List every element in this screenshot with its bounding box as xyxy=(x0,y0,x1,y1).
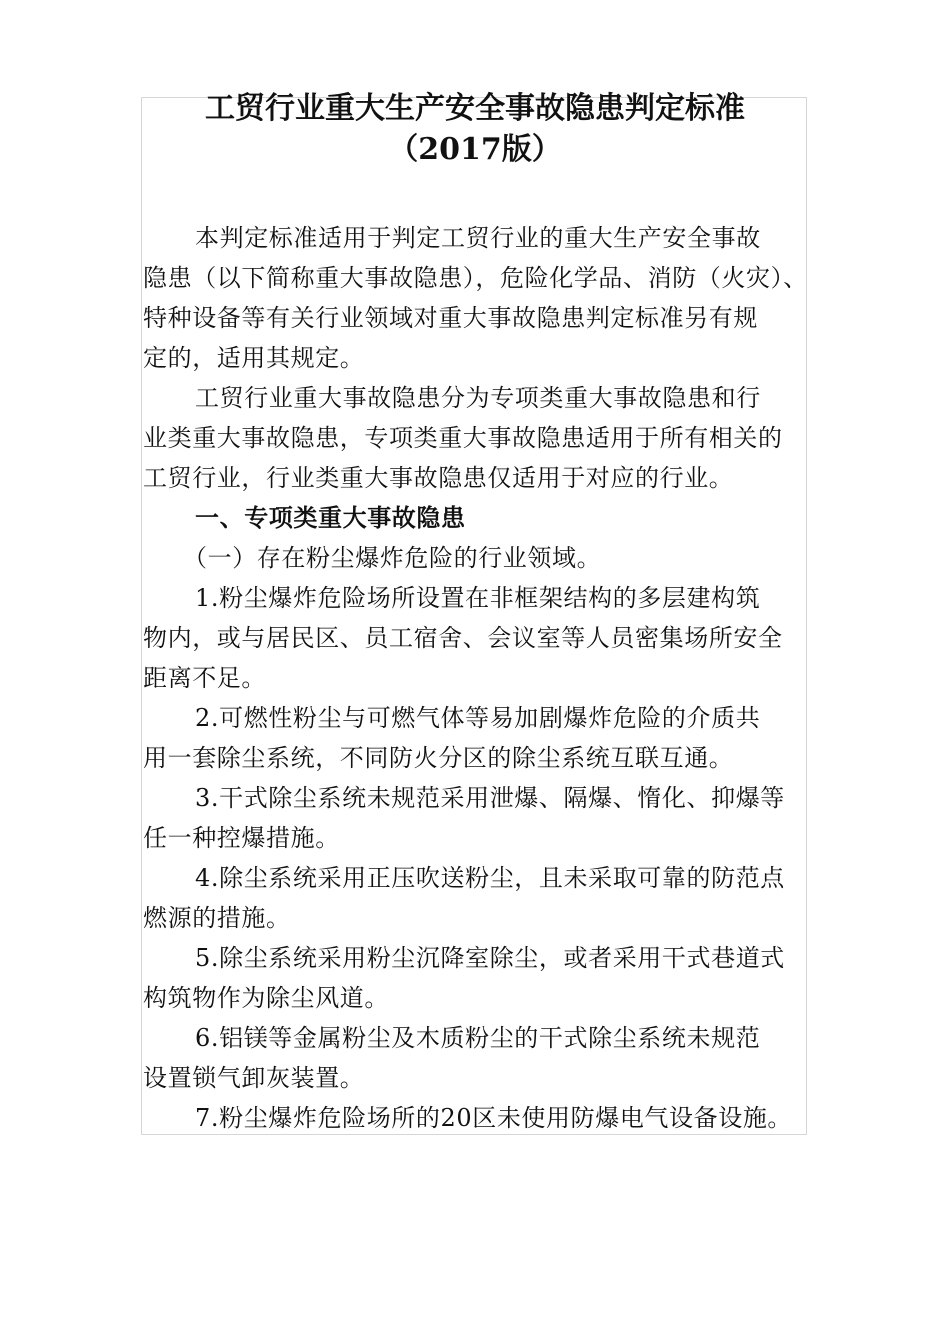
document-title: 工贸行业重大生产安全事故隐患判定标准 xyxy=(205,91,745,126)
paragraph-classification xyxy=(143,378,807,498)
section-heading-text: 一、专项类重大事故隐患 xyxy=(195,503,466,532)
paragraph-scope xyxy=(143,218,807,378)
paragraph-line: 物内，或与居民区、员工宿舍、会议室等人员密集场所安全 xyxy=(143,624,783,652)
paragraph-line: 任一种控爆措施。 xyxy=(143,824,340,852)
paragraph-line: 1.粉尘爆炸危险场所设置在非框架结构的多层建构筑 xyxy=(195,584,761,612)
paragraph-line: 距离不足。 xyxy=(143,664,266,692)
paragraph-line: 3.干式除尘系统未规范采用泄爆、隔爆、惰化、抑爆等 xyxy=(195,784,785,812)
paragraph-line: 燃源的措施。 xyxy=(143,904,291,932)
paragraph-line: 构筑物作为除尘风道。 xyxy=(143,984,389,1012)
paragraph-line: 5.除尘系统采用粉尘沉降室除尘，或者采用干式巷道式 xyxy=(195,944,785,972)
paragraph-line: 6.铝镁等金属粉尘及木质粉尘的干式除尘系统未规范 xyxy=(195,1024,761,1052)
item-7 xyxy=(143,1098,807,1138)
item-1 xyxy=(143,578,807,698)
paragraph-line: 用一套除尘系统，不同防火分区的除尘系统互联互通。 xyxy=(143,744,734,772)
item-6 xyxy=(143,1018,807,1098)
item-2 xyxy=(143,698,807,778)
paragraph-line: 业类重大事故隐患，专项类重大事故隐患适用于所有相关的 xyxy=(143,424,783,452)
paragraph-line: 7.粉尘爆炸危险场所的20区未使用防爆电气设备设施。 xyxy=(195,1104,793,1132)
section-heading xyxy=(143,498,807,538)
item-3 xyxy=(143,778,807,858)
paragraph-line: 定的，适用其规定。 xyxy=(143,344,365,372)
subsection-heading-text: （一）存在粉尘爆炸危险的行业领域。 xyxy=(183,544,602,572)
document-title-edition: （2017版） xyxy=(388,132,562,167)
paragraph-line: 2.可燃性粉尘与可燃气体等易加剧爆炸危险的介质共 xyxy=(195,704,761,732)
paragraph-line: 特种设备等有关行业领域对重大事故隐患判定标准另有规 xyxy=(143,304,758,332)
item-4 xyxy=(143,858,807,938)
paragraph-line: 设置锁气卸灰装置。 xyxy=(143,1064,365,1092)
paragraph-line: 工贸行业，行业类重大事故隐患仅适用于对应的行业。 xyxy=(143,464,734,492)
paragraph-line: 隐患（以下简称重大事故隐患），危险化学品、消防（火灾）、 xyxy=(143,264,808,292)
paragraph-line: 4.除尘系统采用正压吹送粉尘，且未采取可靠的防范点 xyxy=(195,864,785,892)
item-5 xyxy=(143,938,807,1018)
paragraph-line: 工贸行业重大事故隐患分为专项类重大事故隐患和行 xyxy=(195,384,761,412)
subsection-heading xyxy=(143,538,807,578)
paragraph-line: 本判定标准适用于判定工贸行业的重大生产安全事故 xyxy=(195,224,761,252)
